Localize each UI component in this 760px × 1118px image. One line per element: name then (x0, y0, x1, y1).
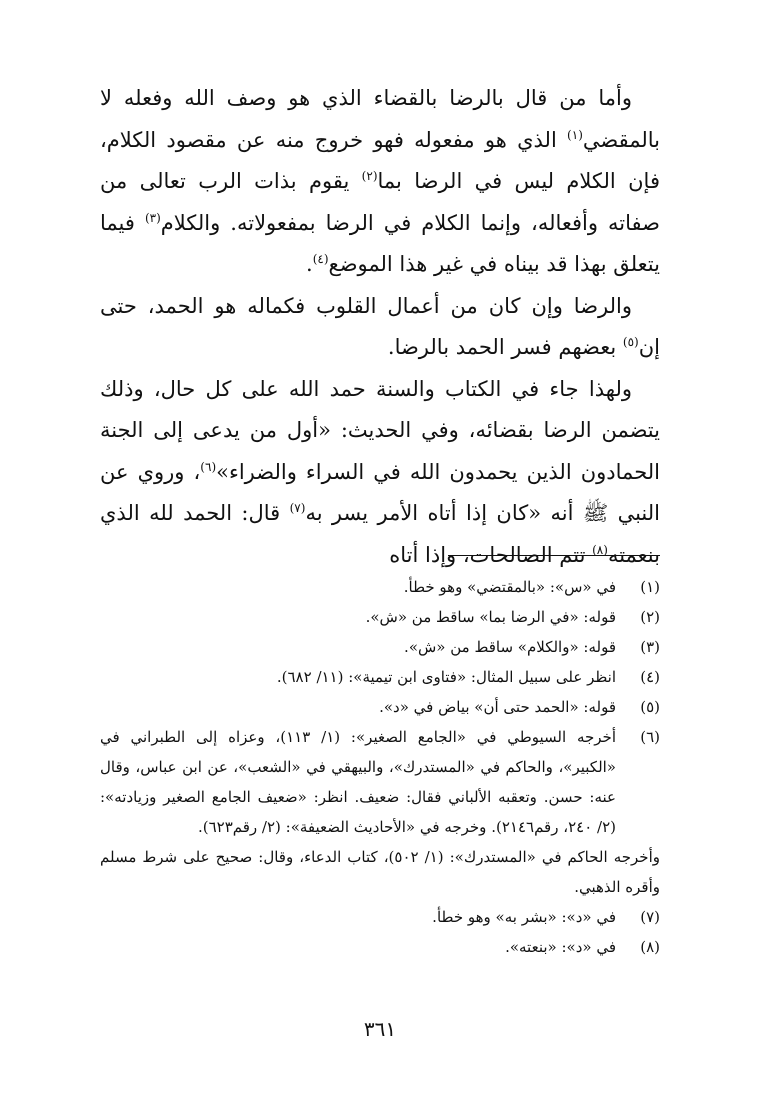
paragraph-3-text-4: تتم الصالحات، وإذا أتاه (389, 542, 593, 567)
footnote-4 (100, 662, 660, 692)
footnote-text: انظر على سبيل المثال: «فتاوى ابن تيمية»: (١١/ ٦٨٢). (276, 668, 616, 686)
paragraph-1 (100, 78, 660, 286)
footnote-6 (100, 722, 660, 842)
paragraph-2-text-1: والرضا وإن كان من أعمال القلوب فكماله هو الحمد، حتى إن (100, 293, 660, 359)
footnote-text: قوله: «في الرضا بما» ساقط من «ش». (365, 608, 616, 626)
footnote-ref-1[interactable]: (١) (567, 127, 583, 142)
paragraph-1-text-5: . (306, 252, 313, 276)
paragraph-3-text-1: ولهذا جاء في الكتاب والسنة حمد الله على كل حال، وذلك يتضمن الرضا بقضائه، وفي الحديث: «أول من يدعى إلى الجنة الحمادون الذين يحمدون الله في السراء والضراء» (100, 376, 660, 484)
paragraph-1-text-4: فيما يتعلق بهذا قد بيناه في غير هذا الموضع (100, 210, 660, 276)
footnote-text: أخرجه السيوطي في «الجامع الصغير»: (١/ ١١٣)، وعزاه إلى الطبراني في «الكبير»، والحاكم في «المستدرك»، والبيهقي في «الشعب»، عن ابن عباس، وقال عنه: حسن. وتعقبه الألباني فقال: ضعيف. انظر: «ضعيف الجامع الصغير وزيادته»: (٢/ ٢٤٠، رقم٢١٤٦). وخرجه في «الأحاديث الضعيفة»: (٢/ رقم٦٢٣). (100, 728, 616, 836)
footnote-ref-5[interactable]: (٥) (622, 335, 639, 349)
paragraph-3-text-3: قال: الحمد لله الذي بنعمته (100, 501, 660, 567)
main-text-body (100, 78, 660, 576)
paragraph-3 (100, 369, 660, 577)
paragraph-2-text-2: بعضهم فسر الحمد بالرضا. (387, 335, 623, 359)
footnote-5 (100, 692, 660, 722)
footnote-text: في «د»: «بشر به» وهو خطأ. (432, 908, 616, 926)
footnote-text: في «د»: «بنعته». (505, 938, 616, 956)
paragraph-3-text-2: ، وروي عن النبي ﷺ أنه «كان إذا أتاه الأمر يسر به (100, 459, 660, 525)
footnote-separator (448, 555, 660, 556)
footnote-ref-3[interactable]: (٣) (144, 210, 161, 225)
footnote-number: (٥) (640, 698, 660, 716)
footnote-1 (100, 572, 660, 602)
footnote-ref-6[interactable]: (٦) (200, 459, 217, 474)
footnote-text: قوله: «الحمد حتى أن» بياض في «د». (379, 698, 616, 716)
footnote-ref-2[interactable]: (٢) (361, 169, 378, 183)
footnote-6-continuation: وأخرجه الحاكم في «المستدرك»: (١/ ٥٠٢)، كتاب الدعاء، وقال: صحيح على شرط مسلم وأقره الذهبي. (100, 848, 660, 896)
paragraph-2 (100, 286, 660, 369)
footnote-number: (٣) (640, 638, 660, 656)
footnote-number: (٤) (640, 668, 660, 686)
footnote-ref-8[interactable]: (٨) (592, 542, 608, 557)
footnote-number: (٢) (640, 608, 660, 626)
footnote-3 (100, 632, 660, 662)
footnote-number: (٨) (640, 938, 660, 956)
paragraph-1-text-2: الذي هو مفعوله فهو خروج منه عن مقصود الكلام، فإن الكلام ليس في الرضا بما (100, 127, 660, 193)
page-number: ٣٦١ (363, 1017, 397, 1041)
footnote-2 (100, 602, 660, 632)
paragraph-1-text-1: وأما من قال بالرضا بالقضاء الذي هو وصف الله وفعله لا بالمقضي (100, 86, 660, 152)
paragraph-1-text-3: يقوم بذات الرب تعالى من صفاته وأفعاله، وإنما الكلام في الرضا بمفعولاته. والكلام (100, 169, 660, 235)
footnotes-section (100, 572, 660, 962)
footnote-number: (١) (640, 578, 660, 596)
footnote-8 (100, 932, 660, 962)
footnote-text: في «س»: «بالمقتضي» وهو خطأ. (403, 578, 616, 596)
footnote-7 (100, 902, 660, 932)
footnote-number: (٧) (640, 908, 660, 926)
footnote-ref-4[interactable]: (٤) (312, 252, 329, 266)
footnote-text: قوله: «والكلام» ساقط من «ش». (404, 638, 616, 656)
footnote-ref-7[interactable]: (٧) (289, 501, 306, 515)
footnote-number: (٦) (640, 728, 660, 746)
